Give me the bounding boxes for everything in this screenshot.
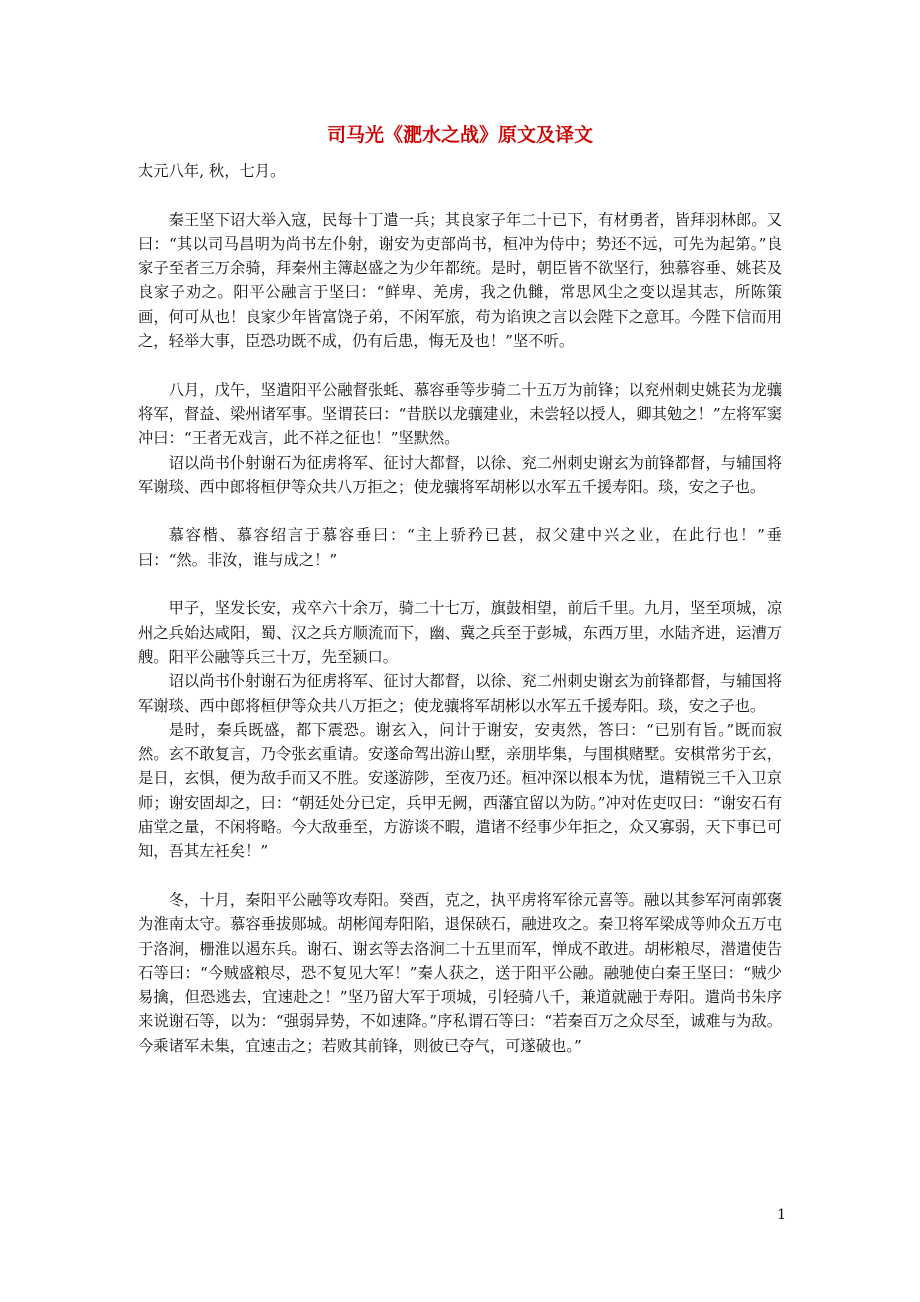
paragraph: 秦王坚下诏大举入寇，民每十丁遣一兵；其良家子年二十已下，有材勇者，皆拜羽林郎。又曰：“其以司马昌明为尚书左仆射，谢安为吏部尚书，桓冲为侍中；势还不远，可先为起第。”良家子至者三万余骑，拜秦州主簿赵盛之为少年都统。是时，朝臣皆不欲坚行，独慕容垂、姚苌及良家子劝之。阳平公融言于坚曰：“鲜卑、羌虏，我之仇雠，常思风尘之变以逞其志，所陈策画，何可从也！良家少年皆富饶子弟，不闲军旅，苟为谄谀之言以会陛下之意耳。今陛下信而用之，轻举大事，臣恐功既不成，仍有后患，悔无及也！”坚不听。 xyxy=(138,210,782,351)
paragraph: 甲子，坚发长安，戎卒六十余万，骑二十七万，旗鼓相望，前后千里。九月，坚至项城，凉州之兵始达咸阳，蜀、汉之兵方顺流而下，幽、冀之兵至于彭城，东西万里，水陆齐进，运漕万艘。阳平公融等兵三十万，先至颍口。 xyxy=(138,599,782,666)
paragraph: 诏以尚书仆射谢石为征虏将军、征讨大都督，以徐、兖二州刺史谢玄为前锋都督，与辅国将军谢琰、西中郎将桓伊等众共八万拒之；使龙骧将军胡彬以水军五千援寿阳。琰，安之子也。 xyxy=(138,672,782,715)
paragraph: 八月，戊午，坚遣阳平公融督张蚝、慕容垂等步骑二十五万为前锋；以兖州刺史姚苌为龙骧将军，督益、梁州诸军事。坚谓苌曰：“昔朕以龙骧建业，未尝轻以授人，卿其勉之！”左将军窦冲曰：“王者无戏言，此不祥之征也！”坚默然。 xyxy=(138,380,782,448)
paragraph-date: 太元八年, 秋，七月。 xyxy=(138,162,286,180)
paragraph: 诏以尚书仆射谢石为征虏将军、征讨大都督，以徐、兖二州刺史谢玄为前锋都督，与辅国将军谢琰、西中郎将桓伊等众共八万拒之；使龙骧将军胡彬以水军五千援寿阳。琰，安之子也。 xyxy=(138,453,782,496)
document-title: 司马光《淝水之战》原文及译文 xyxy=(326,124,593,146)
paragraph: 是时，秦兵既盛，都下震恐。谢玄入，问计于谢安，安夷然，答曰：“已别有旨。”既而寂然。玄不敢复言，乃令张玄重请。安遂命驾出游山墅，亲朋毕集，与围棋赌墅。安棋常劣于玄，是日，玄惧，便为敌手而又不胜。安遂游陟，至夜乃还。桓冲深以根本为忧，遣精锐三千入卫京师；谢安固却之，曰：“朝廷处分已定，兵甲无阙，西藩宜留以为防。”冲对佐吏叹曰：“谢安石有庙堂之量，不闲将略。今大敌垂至，方游谈不暇，遣诸不经事少年拒之，众又寡弱，天下事已可知，吾其左衽矣！” xyxy=(138,720,782,861)
document-body xyxy=(138,159,782,1058)
page-number: 1 xyxy=(777,1207,786,1223)
paragraph: 冬，十月，秦阳平公融等攻寿阳。癸酉，克之，执平虏将军徐元喜等。融以其参军河南郭褒为淮南太守。慕容垂拔郧城。胡彬闻寿阳陷，退保硖石，融进攻之。秦卫将军梁成等帅众五万屯于洛涧，栅淮以遏东兵。谢石、谢玄等去洛涧二十五里而军，惮成不敢进。胡彬粮尽，潜遣使告石等曰：“今贼盛粮尽，恐不复见大军！”秦人获之，送于阳平公融。融驰使白秦王坚曰：“贼少易擒，但恐逃去，宜速赴之！”坚乃留大军于项城，引轻骑八千，兼道就融于寿阳。遣尚书朱序来说谢石等，以为：“强弱异势，不如速降。”序私谓石等曰：“若秦百万之众尽至，诚难与为敌。今乘诸军未集，宜速击之；若败其前锋，则彼已夺气，可遂破也。” xyxy=(138,890,782,1055)
paragraph: 慕容楷、慕容绍言于慕容垂曰：“主上骄矜已甚，叔父建中兴之业，在此行也！”垂曰：“然。非汝，谁与成之！” xyxy=(138,526,782,569)
